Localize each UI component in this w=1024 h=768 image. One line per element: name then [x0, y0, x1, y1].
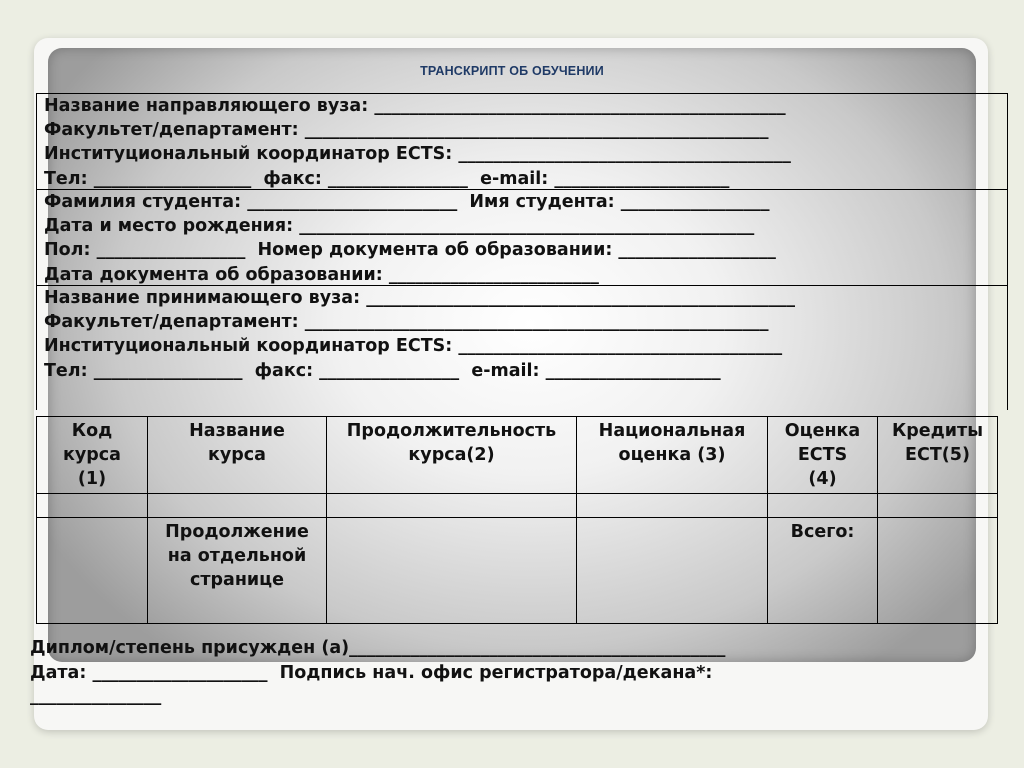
table-cell[interactable] — [878, 494, 998, 518]
sending-contacts-field[interactable]: Тел: __________________ факс: ________________ e-mail: ____________________ — [44, 168, 730, 189]
receiving-faculty-field[interactable]: Факультет/департамент: _____________________________________________________ — [44, 312, 769, 333]
table-cell[interactable] — [327, 494, 577, 518]
total-label: Всего: — [768, 518, 878, 624]
table-row — [37, 494, 998, 518]
header-course-code: Код курса (1) — [37, 417, 148, 494]
gender-document-number-field[interactable]: Пол: _________________ Номер документа об образовании: __________________ — [44, 240, 776, 261]
signature-blank[interactable]: _______________ — [30, 686, 162, 706]
header-course-name: Название курса — [148, 417, 327, 494]
sending-faculty-field[interactable]: Факультет/департамент: _____________________________________________________ — [44, 120, 769, 141]
header-ects-grade: Оценка ECTS (4) — [768, 417, 878, 494]
document-title: ТРАНСКРИПТ ОБ ОБУЧЕНИИ — [420, 64, 604, 78]
date-signature-field[interactable]: Дата: ____________________ Подпись нач. офис регистратора/декана*: — [30, 663, 713, 683]
header-credits: Кредиты ECT(5) — [878, 417, 998, 494]
table-header-row — [37, 417, 998, 494]
student-section — [37, 189, 1007, 285]
table-cell[interactable] — [37, 494, 148, 518]
sending-institution-name-field[interactable]: Название направляющего вуза: _______________________________________________ — [44, 96, 786, 116]
institution-student-form — [36, 93, 1008, 410]
total-credits-cell[interactable] — [878, 518, 998, 624]
sending-ects-coordinator-field[interactable]: Институциональный координатор ECTS: ______________________________________ — [44, 144, 791, 165]
sending-institution-section — [37, 94, 1007, 189]
receiving-ects-coordinator-field[interactable]: Институциональный координатор ECTS: _____________________________________ — [44, 336, 783, 357]
student-name-field[interactable]: Фамилия студента: ________________________ Имя студента: _________________ — [44, 192, 770, 212]
continuation-note: Продолжение на отдельной странице — [148, 518, 327, 624]
course-table — [36, 416, 998, 624]
header-course-duration: Продолжительность курса(2) — [327, 417, 577, 494]
table-cell[interactable] — [148, 494, 327, 518]
table-row — [37, 518, 998, 624]
table-cell[interactable] — [577, 518, 768, 624]
table-cell[interactable] — [768, 494, 878, 518]
table-cell[interactable] — [37, 518, 148, 624]
degree-awarded-field[interactable]: Диплом/степень присужден (а)___________________________________________ — [30, 638, 726, 658]
document-date-field[interactable]: Дата документа об образовании: ________________________ — [44, 264, 599, 285]
receiving-contacts-field[interactable]: Тел: _________________ факс: ________________ e-mail: ____________________ — [44, 360, 721, 381]
header-national-grade: Национальная оценка (3) — [577, 417, 768, 494]
table-cell[interactable] — [577, 494, 768, 518]
table-cell[interactable] — [327, 518, 577, 624]
birth-date-place-field[interactable]: Дата и место рождения: ____________________________________________________ — [44, 216, 755, 237]
receiving-institution-section — [37, 285, 1007, 410]
receiving-institution-name-field[interactable]: Название принимающего вуза: _________________________________________________ — [44, 288, 795, 308]
